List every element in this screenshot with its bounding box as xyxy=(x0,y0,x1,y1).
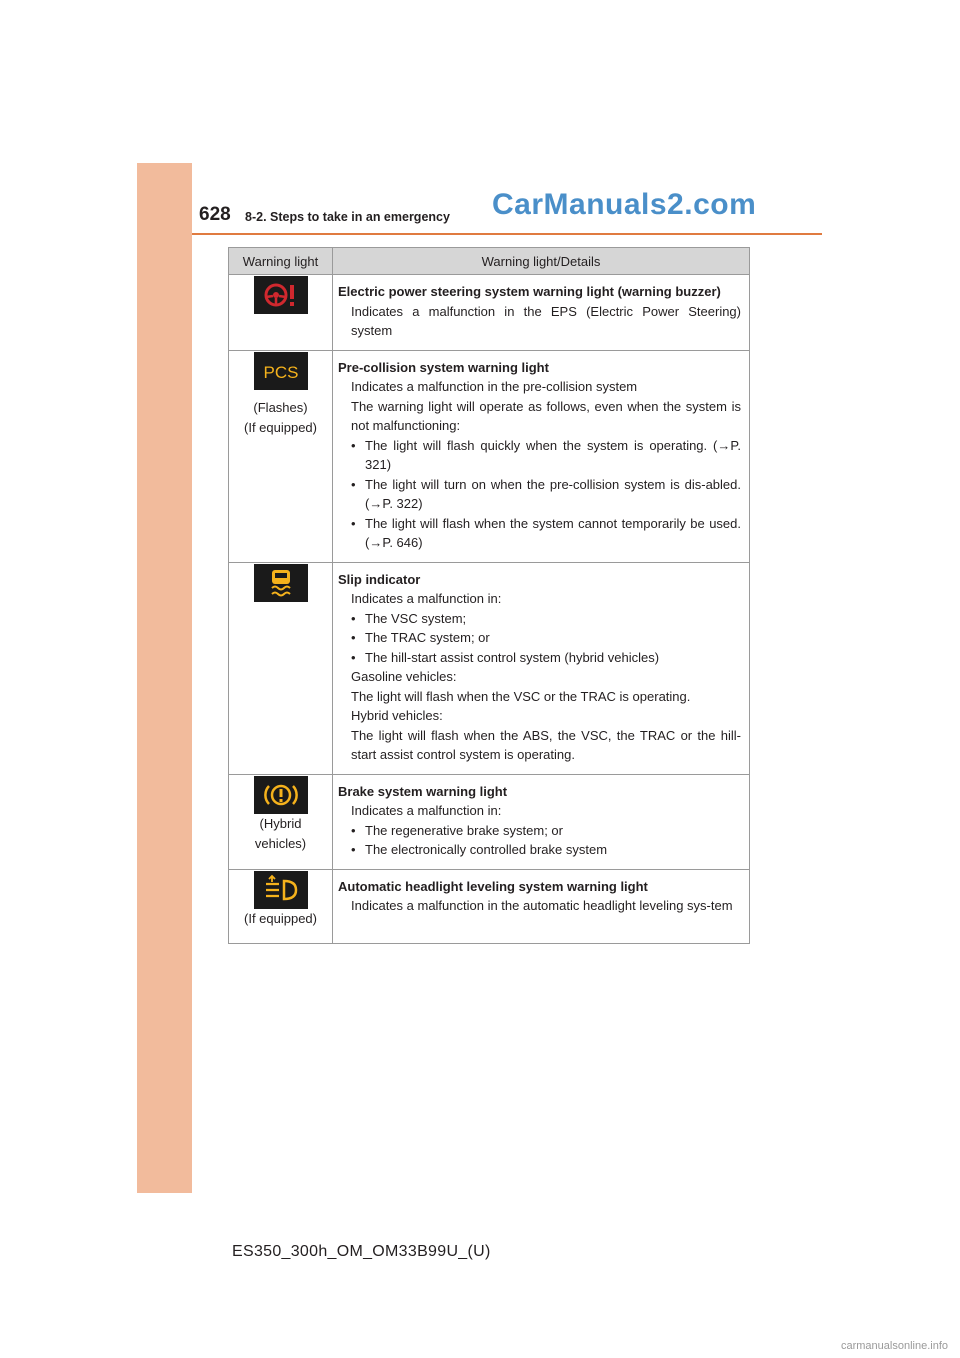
pcs-note-flashes: (Flashes) xyxy=(253,399,308,415)
pcs-icon-text: PCS xyxy=(263,362,298,382)
pcs-note-if-equipped: (If equipped) xyxy=(244,419,317,435)
page-number: 628 xyxy=(199,204,231,225)
headlight-icon-cell xyxy=(229,869,333,943)
brake-details xyxy=(333,774,750,869)
list-item: • The regenerative brake system; or xyxy=(351,822,563,838)
footer-document-code: ES350_300h_OM_OM33B99U_(U) xyxy=(232,1243,491,1260)
column-header-warning-light: Warning light xyxy=(229,248,333,275)
brake-description: Indicates a malfunction in: xyxy=(351,803,502,818)
pcs-description: Indicates a malfunction in the pre-collision system xyxy=(351,379,638,394)
slip-description: Indicates a malfunction in: xyxy=(351,591,502,606)
section-title: 8-2. Steps to take in an emergency xyxy=(245,210,450,224)
headlight-details xyxy=(333,869,750,943)
pcs-bullets xyxy=(338,436,741,553)
table-row xyxy=(229,774,750,869)
list-item: • The light will flash quickly when the system is operating. (→P. 321) xyxy=(351,437,741,472)
warning-light-table xyxy=(228,247,750,944)
list-item: • The hill-start assist control system (hybrid vehicles) xyxy=(351,649,660,665)
table-row xyxy=(229,275,750,351)
brake-title: Brake system warning light xyxy=(338,783,508,799)
list-item: • The light will turn on when the pre-collision system is dis-abled. (→P. 322) xyxy=(351,476,741,511)
slip-title: Slip indicator xyxy=(338,571,421,587)
column-header-details: Warning light/Details xyxy=(333,248,750,275)
slip-hybrid-note: The light will flash when the ABS, the VSC, the TRAC or the hill-start assist control system is operating. xyxy=(351,727,741,762)
side-color-band xyxy=(137,163,192,1193)
footer-brand: carmanualsonline.info xyxy=(840,1340,948,1352)
steering-wheel-exclamation-icon xyxy=(254,276,308,314)
headlight-leveling-icon xyxy=(254,871,308,909)
headlight-title: Automatic headlight leveling system warning light xyxy=(338,878,648,894)
brake-icon-cell xyxy=(229,774,333,869)
eps-icon-cell xyxy=(229,275,333,351)
slip-hybrid-label: Hybrid vehicles: xyxy=(351,708,443,723)
table-row xyxy=(229,350,750,562)
brake-bullets xyxy=(338,821,741,860)
headlight-description: Indicates a malfunction in the automatic headlight leveling sys-tem xyxy=(351,898,733,913)
list-item: • The VSC system; xyxy=(351,610,467,626)
slip-details xyxy=(333,562,750,774)
pcs-icon xyxy=(254,352,308,390)
pcs-icon-cell xyxy=(229,350,333,562)
slip-icon-cell xyxy=(229,562,333,774)
table-header-row xyxy=(229,248,750,275)
eps-details xyxy=(333,275,750,351)
list-item: • The electronically controlled brake system xyxy=(351,842,608,857)
watermark: CarManuals2.com xyxy=(492,188,757,221)
eps-title: Electric power steering system warning light (warning buzzer) xyxy=(338,284,721,299)
pcs-title: Pre-collision system warning light xyxy=(338,359,549,375)
table-row xyxy=(229,562,750,774)
pcs-operation-note: The warning light will operate as follows, even when the system is not malfunctioning: xyxy=(351,398,741,433)
slip-indicator-icon xyxy=(254,564,308,602)
table-row xyxy=(229,869,750,943)
pcs-details xyxy=(333,350,750,562)
brake-note-hybrid: (Hybrid xyxy=(259,815,302,831)
header-rule xyxy=(192,233,822,235)
slip-bullets xyxy=(338,609,741,668)
headlight-note-if-equipped: (If equipped) xyxy=(244,910,317,926)
eps-description: Indicates a malfunction in the EPS (Electric Power Steering) system xyxy=(351,303,741,338)
brake-note-vehicles: vehicles) xyxy=(254,835,307,851)
slip-gasoline-label: Gasoline vehicles: xyxy=(351,669,457,684)
slip-gasoline-note: The light will flash when the VSC or the TRAC is operating. xyxy=(351,688,691,704)
brake-warning-icon xyxy=(254,776,308,814)
list-item: • The TRAC system; or xyxy=(351,630,490,645)
list-item: • The light will flash when the system cannot temporarily be used. (→P. 646) xyxy=(351,515,741,550)
